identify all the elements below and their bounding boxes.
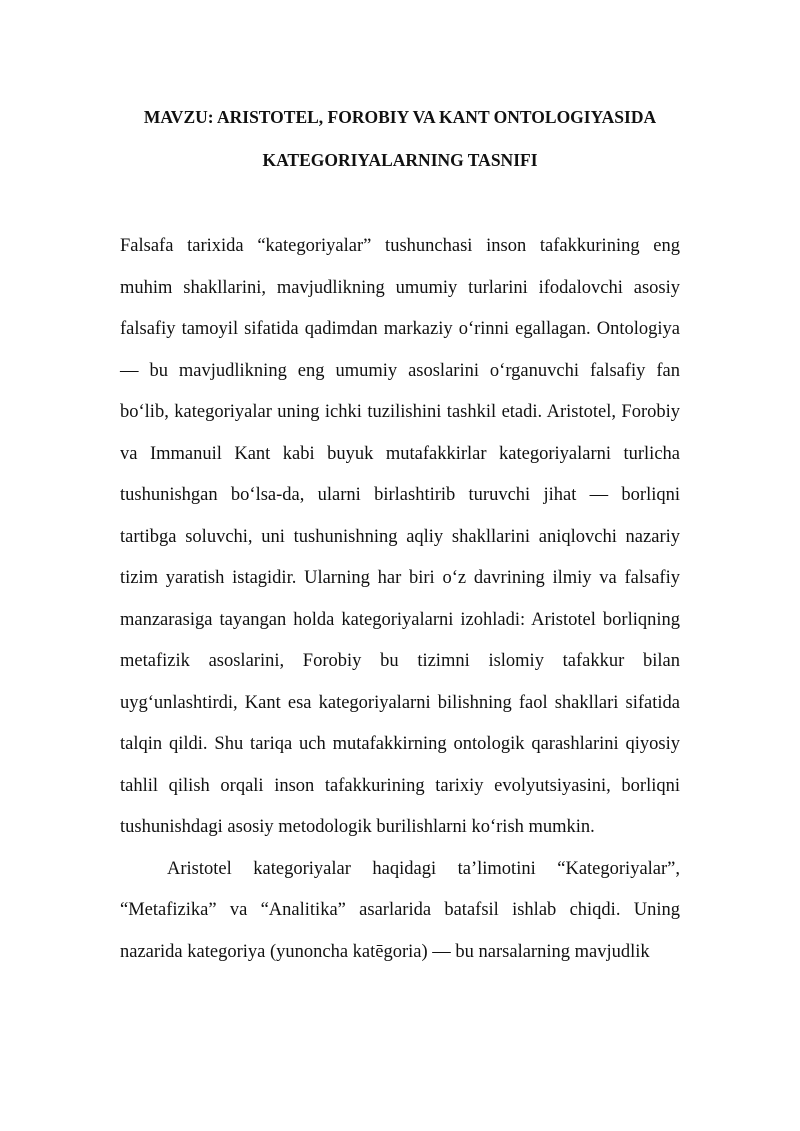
document-page <box>120 96 680 973</box>
document-title-line-2: KATEGORIYALARNING TASNIFI <box>262 150 538 170</box>
paragraph-introduction: Falsafa tarixida “kategoriyalar” tushunchasi inson tafakkurining eng muhim shakllarini, mavjudlikning umumiy turlarini ifodalovchi asosiy falsafiy tamoyil sifatida qadimdan markaziy o‘rinni egallagan. Ontologiya — bu mavjudlikning eng umumiy asoslarini o‘rganuvchi falsafiy fan bo‘lib, kategoriyalar uning ichki tuzilishini tashkil etadi. Aristotel, Forobiy va Immanuil Kant kabi buyuk mutafakkirlar kategoriyalarni turlicha tushunishgan bo‘lsa-da, ularni birlashtirib turuvchi jihat — borliqni tartibga soluvchi, uni tushunishning aqliy shakllarini aniqlovchi nazariy tizim yaratish istagidir. Ularning har biri o‘z davrining ilmiy va falsafiy manzarasiga tayangan holda kategoriyalarni izohladi: Aristotel borliqning metafizik asoslarini, Forobiy bu tizimni islomiy tafakkur bilan uyg‘unlashtirdi, Kant esa kategoriyalarni bilishning faol shakllari sifatida talqin qildi. Shu tariqa uch mutafakkirning ontologik qarashlarini qiyosiy tahlil qilish orqali inson tafakkurining tarixiy evolyutsiyasini, borliqni tushunishdagi asosiy metodologik burilishlarni ko‘rish mumkin. <box>120 236 680 837</box>
paragraph-aristotel: Aristotel kategoriyalar haqidagi ta’limotini “Kategoriyalar”, “Metafizika” va “Analitika” asarlarida batafsil ishlab chiqdi. Uning nazarida kategoriya (yunoncha katēgoria) — bu narsalarning mavjudlik <box>120 858 680 962</box>
document-title-line-1: MAVZU: ARISTOTEL, FOROBIY VA KANT ONTOLOGIYASIDA <box>143 107 657 127</box>
